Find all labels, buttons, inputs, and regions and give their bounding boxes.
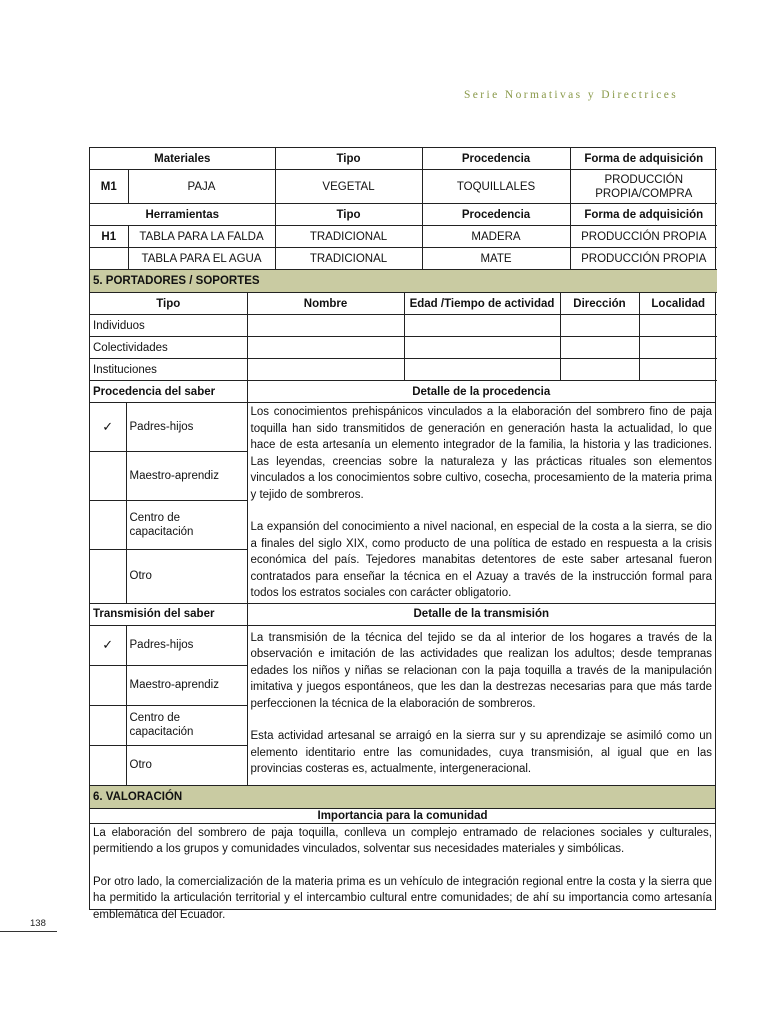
materials-origin-header: Procedencia [422, 148, 570, 170]
material-acquisition: PRODUCCIÓN PROPIA/COMPRA [570, 170, 717, 204]
portador-name [247, 337, 404, 359]
portador-locality [639, 315, 717, 337]
tool-origin: MATE [422, 248, 570, 270]
portador-address [560, 337, 639, 359]
table-row [90, 315, 717, 337]
procedencia-option-centro: Centro de capacitación [126, 501, 247, 550]
portador-type: Colectividades [90, 337, 247, 359]
empty-checkbox [90, 665, 126, 705]
section-valoracion-title: 6. VALORACIÓN [90, 785, 715, 808]
procedencia-option-maestro-aprendiz: Maestro-aprendiz [126, 452, 247, 501]
portadores-name-header: Nombre [247, 293, 404, 315]
table-row [90, 359, 717, 381]
tools-origin-header: Procedencia [422, 204, 570, 226]
valoracion-text [90, 823, 715, 924]
tool-acquisition: PRODUCCIÓN PROPIA [570, 226, 717, 248]
portadores-address-header: Dirección [560, 293, 639, 315]
procedencia-option-padres-hijos: Padres-hijos [126, 403, 247, 452]
transmision-detail-text [247, 625, 715, 785]
tool-name: TABLA PARA LA FALDA [128, 226, 275, 248]
portador-address [560, 359, 639, 381]
empty-checkbox [90, 745, 126, 785]
empty-checkbox [90, 452, 126, 501]
portador-name [247, 359, 404, 381]
materials-header: Materiales [90, 148, 275, 170]
tools-acquisition-header: Forma de adquisición [570, 204, 717, 226]
empty-checkbox [90, 501, 126, 550]
tool-code [90, 248, 128, 270]
paragraph: Esta actividad artesanal se arraigó en la sierra sur y su aprendizaje se asimiló como un elemento identitario entre las comunidades, cuya transmisión, al igual que en las provincias costeras es, actualmente, intergeneracional. [250, 730, 712, 775]
material-origin: TOQUILLALES [422, 170, 570, 204]
transmision-label: Transmisión del saber [90, 603, 247, 625]
tool-origin: MADERA [422, 226, 570, 248]
paragraph: Por otro lado, la comercialización de la materia prima es un vehículo de integración regional entre la costa y la sierra que ha permitido la articulación territorial y el intercambio cultural entre comunidades; de ahí su importancia como artesanía emblemática del Ecuador. [93, 875, 712, 921]
tool-name: TABLA PARA EL AGUA [128, 248, 275, 270]
empty-checkbox [90, 550, 126, 604]
paragraph: La transmisión de la técnica del tejido se da al interior de los hogares a través de la observación e imitación de las actividades que realizan los adultos; desde tempranas edades los niños y niñas se relacionan con la paja toquilla a través de la manipulación imitativa y juegos espontáneos, que les dan la destrezas necesarias para que más tarde perfeccionen la técnica de la elaboración de sombreros. [250, 631, 712, 710]
page-number: 138 [30, 918, 46, 929]
page-number-rule [0, 931, 57, 932]
portador-age [404, 315, 560, 337]
empty-checkbox [90, 705, 126, 745]
check-icon: ✓ [90, 403, 126, 452]
portador-locality [639, 337, 717, 359]
transmision-option-maestro-aprendiz: Maestro-aprendiz [126, 665, 247, 705]
heritage-record-form [89, 147, 716, 921]
transmision-table [90, 603, 715, 786]
portadores-type-header: Tipo [90, 293, 247, 315]
table-row [90, 226, 717, 248]
tool-type: TRADICIONAL [275, 226, 422, 248]
valoracion-table [90, 785, 715, 925]
section-portadores-title: 5. PORTADORES / SOPORTES [90, 270, 717, 293]
importancia-header: Importancia para la comunidad [90, 808, 715, 823]
portador-type: Instituciones [90, 359, 247, 381]
transmision-option-otro: Otro [126, 745, 247, 785]
paragraph: La elaboración del sombrero de paja toquilla, conlleva un complejo entramado de relaciones sociales y culturales, permitiendo a los grupos y comunidades vinculados, solventar sus necesidades materiales y simbólicas. [93, 826, 712, 855]
tool-type: TRADICIONAL [275, 248, 422, 270]
tools-header: Herramientas [90, 204, 275, 226]
material-name: PAJA [128, 170, 275, 204]
material-code: M1 [90, 170, 128, 204]
portadores-table [90, 269, 717, 381]
procedencia-detail-label: Detalle de la procedencia [247, 381, 715, 403]
materials-tools-table [90, 148, 717, 270]
materials-type-header: Tipo [275, 148, 422, 170]
check-icon: ✓ [90, 625, 126, 665]
procedencia-option-otro: Otro [126, 550, 247, 604]
procedencia-table [90, 380, 715, 604]
portador-address [560, 315, 639, 337]
portador-type: Individuos [90, 315, 247, 337]
tool-code: H1 [90, 226, 128, 248]
transmision-option-padres-hijos: Padres-hijos [126, 625, 247, 665]
portadores-locality-header: Localidad [639, 293, 717, 315]
portador-locality [639, 359, 717, 381]
paragraph: La expansión del conocimiento a nivel nacional, en especial de la costa a la sierra, se dio a finales del siglo XIX, como producto de una política de estado en respuesta a la crisis económica del país. Tejedores manabitas detentores de este saber artesanal fueron contratados para enseñar la técnica en el Azuay a través de la instrucción formal para todos los estratos sociales con carácter obligatorio. [250, 521, 712, 599]
tools-type-header: Tipo [275, 204, 422, 226]
portador-age [404, 359, 560, 381]
tool-acquisition: PRODUCCIÓN PROPIA [570, 248, 717, 270]
portador-age [404, 337, 560, 359]
paragraph: Los conocimientos prehispánicos vinculados a la elaboración del sombrero fino de paja toquilla han sido transmitidos de generación en generación hasta la actualidad, lo que hace de esta artesanía un elemento integrador de la familia, la historia y las tradiciones. Las leyendas, creencias sobre la naturaleza y las prácticas rituales son elementos vinculados a los conocimientos sobre cultivo, cosecha, procesamiento de la materia prima y tejido de sombreros. [250, 406, 712, 501]
materials-acquisition-header: Forma de adquisición [570, 148, 717, 170]
table-row [90, 170, 717, 204]
transmision-detail-label: Detalle de la transmisión [247, 603, 715, 625]
procedencia-label: Procedencia del saber [90, 381, 247, 403]
portador-name [247, 315, 404, 337]
transmision-option-centro: Centro de capacitación [126, 705, 247, 745]
material-type: VEGETAL [275, 170, 422, 204]
procedencia-detail-text [247, 403, 715, 604]
table-row [90, 248, 717, 270]
portadores-age-header: Edad /Tiempo de actividad [404, 293, 560, 315]
series-title: Serie Normativas y Directrices [464, 89, 679, 101]
table-row [90, 337, 717, 359]
